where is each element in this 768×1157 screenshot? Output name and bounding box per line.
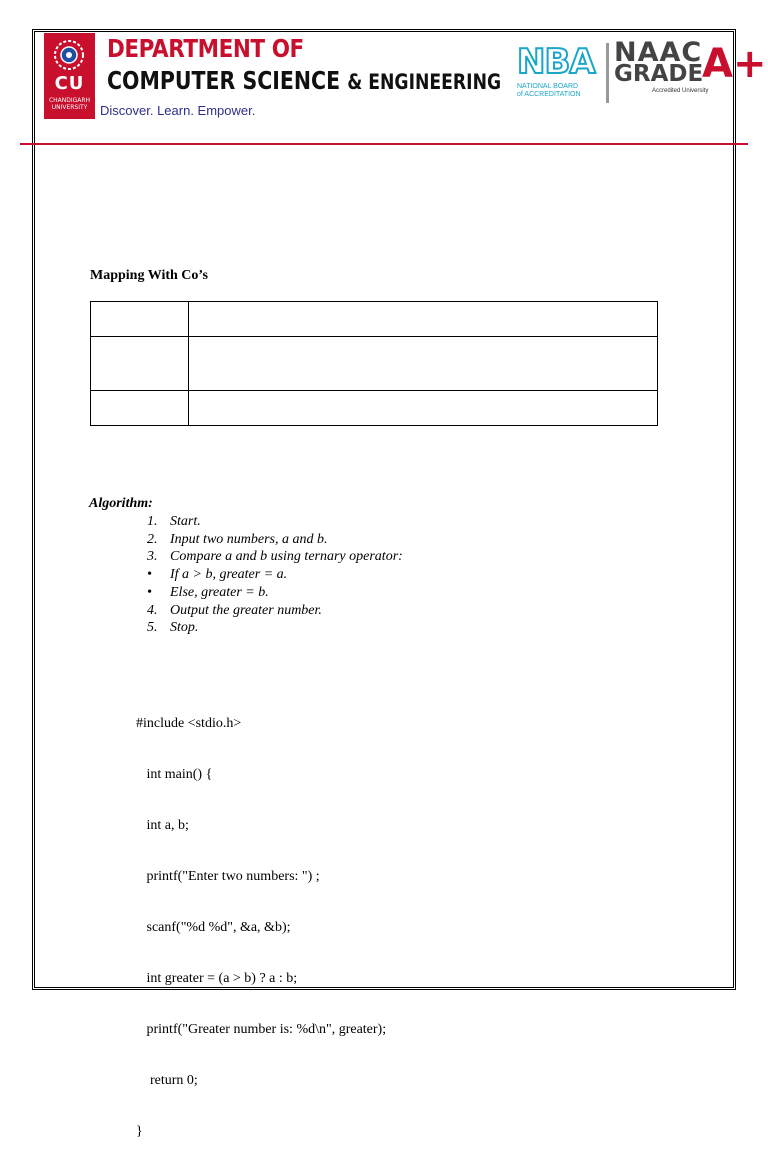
table-cell — [189, 302, 658, 337]
code-line: int greater = (a > b) ? a : b; — [136, 971, 298, 986]
department-title-line2 — [107, 66, 501, 95]
step-marker: • — [147, 567, 152, 583]
step-text: Start. — [170, 514, 201, 529]
step-text: Output the greater number. — [170, 602, 322, 618]
step-marker: 3. — [147, 549, 158, 565]
department-title-main: COMPUTER SCIENCE — [107, 66, 341, 95]
step-text: Stop. — [170, 620, 199, 636]
step-text: Else, greater = b. — [170, 584, 269, 600]
code-line: #include <stdio.h> — [136, 716, 242, 731]
naac-grade: GRADE — [614, 61, 704, 87]
naac-aplus: A+ — [702, 41, 767, 87]
step-marker: 4. — [147, 602, 158, 618]
nba-logo — [517, 42, 601, 104]
nba-caption-line1: NATIONAL BOARD — [517, 83, 579, 90]
code-line: int main() { — [136, 767, 213, 782]
cu-logo — [44, 33, 95, 119]
step-marker: • — [147, 584, 152, 600]
list-item — [147, 566, 403, 584]
naac-caption: Accredited University — [652, 88, 709, 94]
cu-logo-subtext: CHANDIGARH UNIVERSITY — [48, 97, 91, 111]
code-line: } — [136, 1124, 143, 1139]
list-item — [147, 619, 403, 637]
cu-logo-text: CU — [54, 73, 85, 94]
list-item — [147, 531, 403, 549]
table-row — [91, 337, 658, 391]
department-title-amp: & ENGINEERING — [347, 70, 502, 94]
table-cell — [189, 337, 658, 391]
list-item — [147, 584, 403, 602]
table-cell — [91, 391, 189, 426]
nba-letters: NBA — [517, 42, 595, 82]
table-row — [91, 391, 658, 426]
list-item — [147, 513, 403, 531]
table-cell — [189, 391, 658, 426]
nba-caption — [517, 83, 601, 99]
naac-word: NAAC — [614, 37, 703, 68]
code-line: printf("Greater number is: %d\n", greater); — [136, 1022, 387, 1037]
nba-caption-line2: of ACCREDITATION — [517, 91, 581, 98]
step-marker: 5. — [147, 620, 158, 636]
list-item — [147, 602, 403, 620]
code-line: int a, b; — [136, 818, 189, 833]
code-line: return 0; — [136, 1073, 198, 1088]
step-text: If a > b, greater = a. — [170, 567, 288, 583]
cu-emblem-icon — [50, 37, 88, 73]
step-text: Input two numbers, a and b. — [170, 531, 328, 547]
code-line: printf("Enter two numbers: ") ; — [136, 869, 320, 884]
algorithm-title: Algorithm: — [89, 496, 153, 511]
code-line: scanf("%d %d", &a, &b); — [136, 920, 291, 935]
tagline: Discover. Learn. Empower. — [100, 103, 256, 118]
code-block — [136, 681, 386, 1157]
co-mapping-table — [90, 301, 658, 426]
list-item — [147, 548, 403, 566]
department-title-line1: DEPARTMENT OF — [107, 34, 304, 63]
step-text: Compare a and b using ternary operator: — [170, 549, 403, 565]
algorithm-steps — [147, 513, 403, 637]
table-row — [91, 302, 658, 337]
section-heading: Mapping With Co’s — [90, 268, 208, 283]
naac-logo — [612, 37, 767, 105]
logo-separator — [606, 43, 609, 103]
header-rule — [20, 143, 748, 145]
table-cell — [91, 337, 189, 391]
document-header — [44, 33, 767, 123]
table-cell — [91, 302, 189, 337]
step-marker: 2. — [147, 531, 158, 547]
step-marker: 1. — [147, 514, 158, 529]
